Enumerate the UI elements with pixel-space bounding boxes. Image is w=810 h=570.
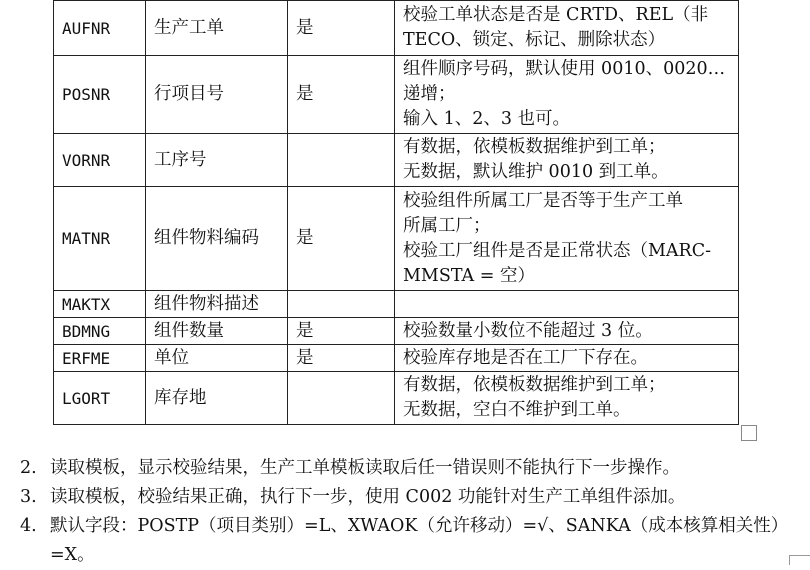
required-cell: 是 — [288, 345, 395, 372]
field-name-cell: 行项目号 — [146, 56, 288, 134]
field-spec-table — [53, 0, 739, 425]
rule-cell: 有数据，依模板数据维护到工单； 无数据，默认维护 0010 到工单。 — [395, 134, 739, 187]
field-name-cell: 工序号 — [146, 134, 288, 187]
required-cell — [288, 291, 395, 318]
required-cell: 是 — [288, 56, 395, 134]
table-row — [54, 318, 739, 345]
list-number: 3. — [20, 487, 37, 507]
steps-list — [20, 454, 805, 570]
table-row — [54, 1, 739, 56]
table-row — [54, 187, 739, 291]
field-name-cell: 组件物料描述 — [146, 291, 288, 318]
table-row — [54, 291, 739, 318]
required-cell — [288, 372, 395, 425]
field-name-cell: 库存地 — [146, 372, 288, 425]
required-cell: 是 — [288, 187, 395, 291]
table-row — [54, 372, 739, 425]
rule-cell: 校验工单状态是否是 CRTD、REL（非 TECO、锁定、标记、删除状态） — [395, 1, 739, 56]
rule-cell: 组件顺序号码，默认使用 0010、0020… 递增； 输入 1、2、3 也可。 — [395, 56, 739, 134]
list-item — [20, 454, 805, 483]
list-item — [20, 512, 805, 570]
field-code-cell: VORNR — [54, 134, 146, 187]
rule-cell: 校验库存地是否在工厂下存在。 — [395, 345, 739, 372]
list-text: 默认字段：POSTP（项目类别）=L、XWAOK（允许移动）=√、SANKA（成本核算相关性）=X。 — [50, 516, 789, 565]
field-code-cell: BDMNG — [54, 318, 146, 345]
list-text: 读取模板，显示校验结果，生产工单模板读取后任一错误则不能执行下一步操作。 — [50, 458, 680, 478]
list-item — [20, 483, 805, 512]
required-cell — [288, 134, 395, 187]
rule-cell: 有数据，依模板数据维护到工单； 无数据，空白不维护到工单。 — [395, 372, 739, 425]
field-code-cell: MAKTX — [54, 291, 146, 318]
field-name-cell: 单位 — [146, 345, 288, 372]
list-text: 读取模板，校验结果正确，执行下一步，使用 C002 功能针对生产工单组件添加。 — [50, 487, 686, 507]
field-code-cell: ERFME — [54, 345, 146, 372]
page-corner-mark — [789, 555, 810, 565]
field-code-cell: LGORT — [54, 372, 146, 425]
required-cell: 是 — [288, 318, 395, 345]
rule-cell: 校验数量小数位不能超过 3 位。 — [395, 318, 739, 345]
rule-cell — [395, 291, 739, 318]
field-name-cell: 组件数量 — [146, 318, 288, 345]
required-cell: 是 — [288, 1, 395, 56]
table-end-marker — [741, 425, 757, 441]
table-row — [54, 56, 739, 134]
list-number: 2. — [20, 458, 37, 478]
field-code-cell: MATNR — [54, 187, 146, 291]
rule-cell: 校验组件所属工厂是否等于生产工单 所属工厂； 校验工厂组件是否是正常状态（MARC- MMSTA = 空） — [395, 187, 739, 291]
list-number: 4. — [20, 516, 37, 536]
field-name-cell: 生产工单 — [146, 1, 288, 56]
table-row — [54, 134, 739, 187]
field-name-cell: 组件物料编码 — [146, 187, 288, 291]
field-code-cell: POSNR — [54, 56, 146, 134]
field-code-cell: AUFNR — [54, 1, 146, 56]
table-row — [54, 345, 739, 372]
